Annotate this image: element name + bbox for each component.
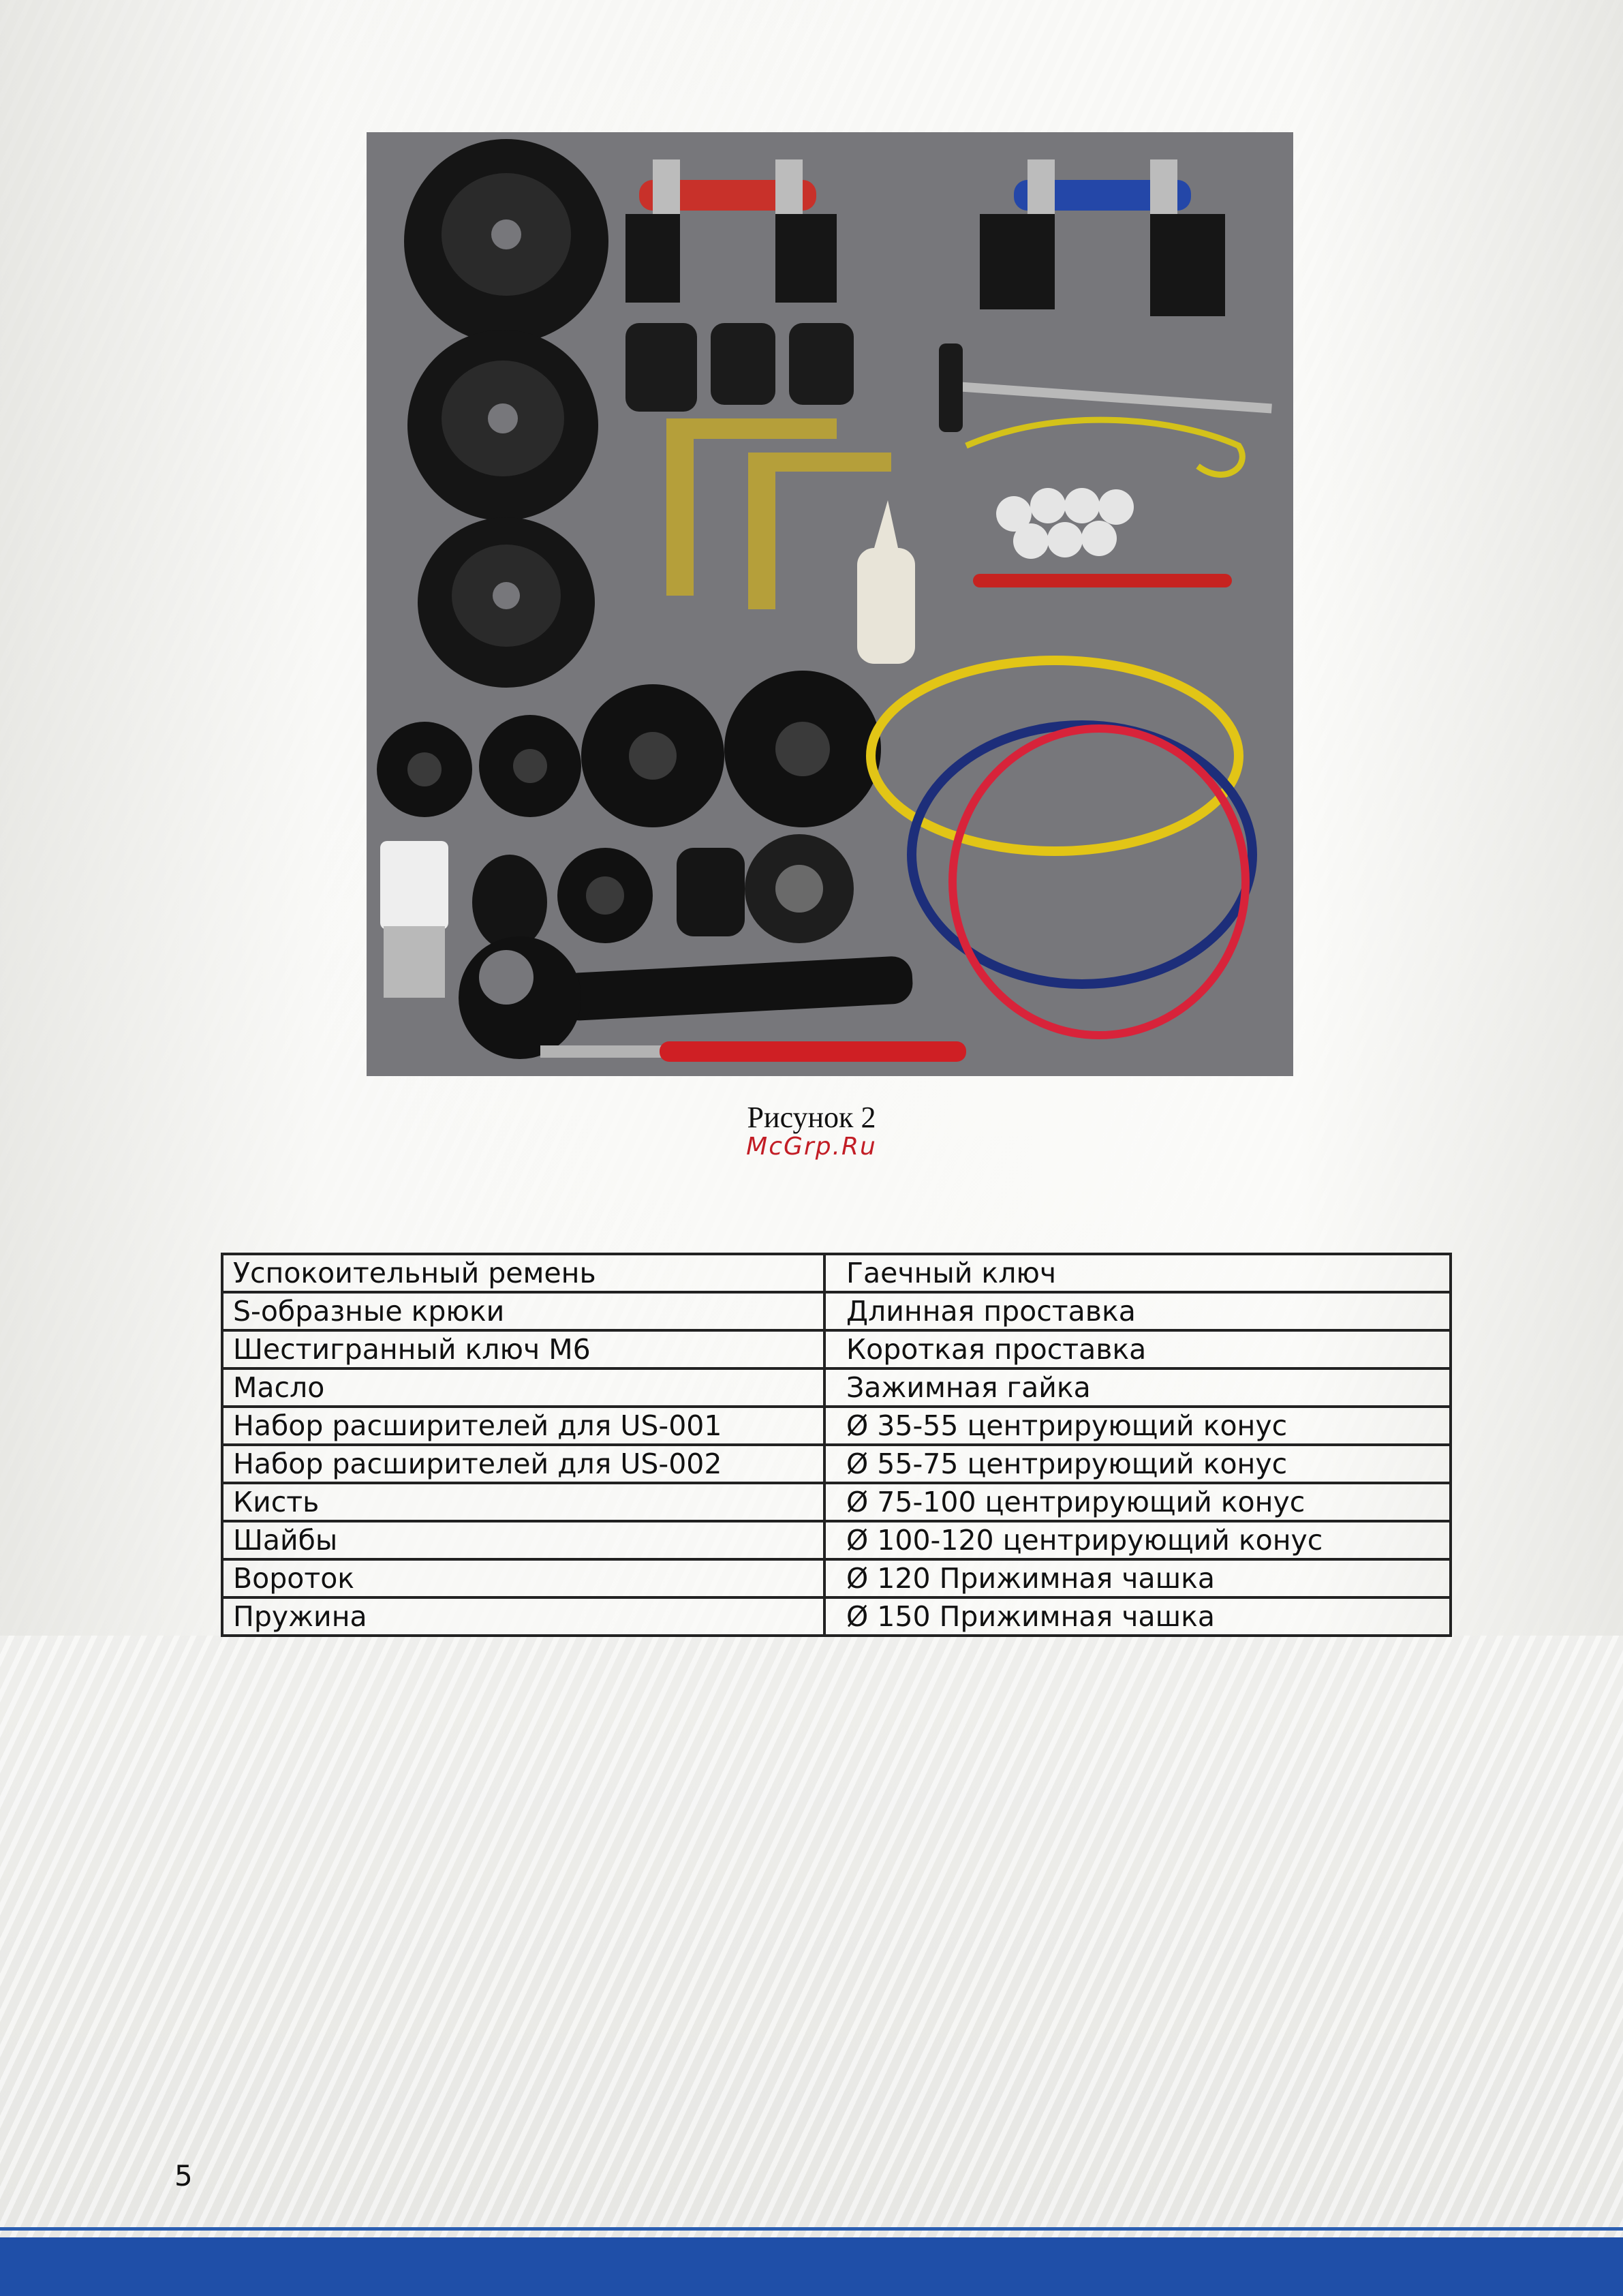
part-name-left: S-образные крюки — [222, 1292, 824, 1330]
pressure-cup-small — [418, 517, 595, 688]
table-row — [222, 1597, 1451, 1636]
footer-divider — [0, 2227, 1623, 2231]
figure-caption: Рисунок 2 — [747, 1101, 876, 1134]
part-name-right: Ø 150 Прижимная чашка — [824, 1597, 1451, 1636]
table-row — [222, 1368, 1451, 1407]
table-row — [222, 1292, 1451, 1330]
part-name-right: Ø 55-75 центрирующий конус — [824, 1445, 1451, 1483]
part-name-left: Успокоительный ремень — [222, 1254, 824, 1292]
part-name-left: Масло — [222, 1368, 824, 1407]
kit-photo — [367, 132, 1293, 1076]
brush — [973, 574, 1232, 587]
part-name-right: Длинная проставка — [824, 1292, 1451, 1330]
pressure-cup-medium — [407, 330, 598, 521]
part-name-left: Шайбы — [222, 1521, 824, 1559]
part-name-left: Набор расширителей для US-001 — [222, 1407, 824, 1445]
part-name-right: Зажимная гайка — [824, 1368, 1451, 1407]
table-row — [222, 1445, 1451, 1483]
part-name-left: Пружина — [222, 1597, 824, 1636]
pressure-cup-large — [404, 139, 608, 343]
table-row — [222, 1407, 1451, 1445]
table-row — [222, 1254, 1451, 1292]
watermark-link[interactable]: McGrp.Ru — [746, 1133, 877, 1161]
part-name-right: Ø 100-120 центрирующий конус — [824, 1521, 1451, 1559]
kit-photo-illustration — [367, 132, 1293, 1076]
table-row — [222, 1559, 1451, 1597]
part-name-left: Набор расширителей для US-002 — [222, 1445, 824, 1483]
part-name-right: Гаечный ключ — [824, 1254, 1451, 1292]
part-name-right: Ø 120 Прижимная чашка — [824, 1559, 1451, 1597]
table-row — [222, 1521, 1451, 1559]
footer-band — [0, 2237, 1623, 2296]
clamp-plates — [625, 323, 854, 412]
part-name-right: Ø 75-100 центрирующий конус — [824, 1483, 1451, 1521]
part-name-right: Ø 35-55 центрирующий конус — [824, 1407, 1451, 1445]
table-row — [222, 1483, 1451, 1521]
table-row — [222, 1330, 1451, 1368]
part-name-left: Вороток — [222, 1559, 824, 1597]
part-name-left: Шестигранный ключ М6 — [222, 1330, 824, 1368]
parts-table — [221, 1253, 1452, 1637]
page-number: 5 — [174, 2159, 193, 2192]
part-name-left: Кисть — [222, 1483, 824, 1521]
part-name-right: Короткая проставка — [824, 1330, 1451, 1368]
